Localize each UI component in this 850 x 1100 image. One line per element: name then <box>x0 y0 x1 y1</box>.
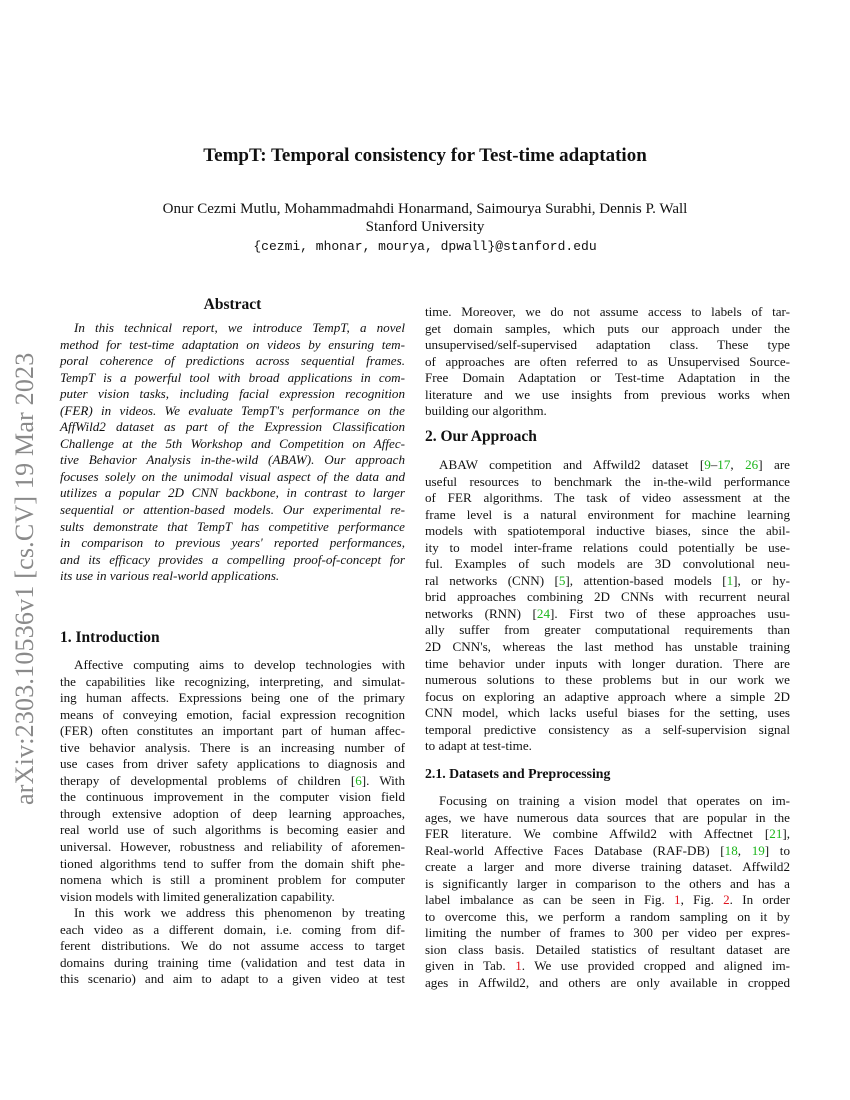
text-line: means of conveying emotion, facial expression recognition <box>60 706 405 722</box>
text-line: sequential or attention-based models. Our experimental re- <box>60 502 405 518</box>
text-line: ages, we have numerous data sources that are popular in the <box>425 809 790 825</box>
text-line: tive behavior analysis. There is an increasing number of <box>60 739 405 755</box>
text-line: CNN model, which lacks useful biases for the setting, uses <box>425 705 790 721</box>
text-line: temporal predictive consistency as a self-supervision signal <box>425 721 790 737</box>
text-line: focuses solely on the unimodal visual aspect of the data and <box>60 468 405 484</box>
text-line: ferent distributions. We do not assume access to target <box>60 938 405 954</box>
text-line: In this technical report, we introduce TempT, a novel <box>74 320 405 335</box>
text-line: Free Domain Adaptation or Test-time Adaptation in the <box>425 370 790 386</box>
text-line: (FER) often constitutes an important part of human affec- <box>60 723 405 739</box>
text-line: tive Behavior Analysis in-the-wild (ABAW). Our approach <box>60 452 405 468</box>
text-line: of approaches are often referred to as Unsupervised Source- <box>425 353 790 369</box>
text-line: ral networks (CNN) [5], attention-based models [1], or hy- <box>425 572 790 588</box>
text-line: (FER) in videos. We evaluate TempT's performance on the <box>60 402 405 418</box>
text-line: building our algorithm. <box>425 403 547 419</box>
text-line: real world use of such algorithms is becoming easier and <box>60 822 405 838</box>
text-line: sion class basis. Detailed statistics of resultant dataset are <box>425 941 790 957</box>
text-line: ABAW competition and Affwild2 dataset [9–17, 26] are <box>439 457 790 472</box>
text-line: of FER algorithms. The task of video assessment at the <box>425 490 790 506</box>
approach-paragraph <box>425 457 790 755</box>
introduction-paragraph-2 <box>60 905 405 988</box>
text-line: models with spatiotemporal inductive biases, since the abil- <box>425 523 790 539</box>
text-line: vision models with limited generalization capability. <box>60 888 335 904</box>
abstract-heading: Abstract <box>203 296 262 313</box>
text-line: brid approaches combining 2D CNNs with recurrent neural <box>425 589 790 605</box>
paper-title: TempT: Temporal consistency for Test-time adaptation <box>203 145 647 166</box>
text-line: universal. However, robustness and reliability of aforemen- <box>60 839 405 855</box>
text-line: domains during training time (validation and test data in <box>60 954 405 970</box>
text-line: create a larger and more diverse training dataset. Affwild2 <box>425 859 790 875</box>
datasets-heading: 2.1. Datasets and Preprocessing <box>425 766 611 781</box>
text-line: method for test-time adaptation on videos by ensuring tem- <box>60 336 405 352</box>
text-line: utilizes a popular 2D CNN backbone, in contrast to larger <box>60 485 405 501</box>
text-line: each video as a different domain, i.e. coming from dif- <box>60 921 405 937</box>
introduction-heading: 1. Introduction <box>60 629 160 646</box>
text-line: Real-world Affective Faces Database (RAF-DB) [18, 19] to <box>425 842 790 858</box>
text-line: Challenge at the 5th Workshop and Competition on Affec- <box>60 435 405 451</box>
text-line: ally suffer from greater computational requirements than <box>425 622 790 638</box>
text-line: the capabilities like recognizing, interpreting, and simulat- <box>60 673 405 689</box>
text-line: sults demonstrate that TempT has competitive performance <box>60 518 405 534</box>
text-line: to adapt at test-time. <box>425 738 532 754</box>
text-line: label imbalance as can be seen in Fig. 1, Fig. 2. In order <box>425 892 791 908</box>
approach-heading: 2. Our Approach <box>425 428 537 445</box>
affiliation: Stanford University <box>365 219 485 235</box>
text-line: use cases from driver safety applications to diagnosis and <box>60 756 405 772</box>
text-line: ity to model inter-frame relations could potentially be use- <box>425 539 790 555</box>
text-line: networks (RNN) [24]. First two of these approaches usu- <box>425 605 790 621</box>
text-line: the continuous improvement in the computer vision field <box>60 789 405 805</box>
abstract-text <box>60 320 405 585</box>
text-line: Affective computing aims to develop technologies with <box>74 657 405 672</box>
author-emails: {cezmi, mhonar, mourya, dpwall}@stanford.edu <box>253 239 597 254</box>
text-line: unsupervised/self-supervised adaptation class. These type <box>425 337 790 353</box>
text-line: TempT is a powerful tool with broad applications in com- <box>60 369 405 385</box>
text-line: through extensive adoption of deep learning approaches, <box>60 805 405 821</box>
text-line: 2D CNN's, whereas the last method has unstable training <box>425 639 790 655</box>
text-line: nomena which is still a prominent problem for computer <box>60 872 405 888</box>
text-line: frame level is a natural environment for machine learning <box>425 506 790 522</box>
text-line: given in Tab. 1. We use provided cropped and aligned im- <box>425 958 791 974</box>
text-line: to overcome this, we perform a random sampling on it by <box>425 908 790 924</box>
text-line: puter vision tasks, including facial expression recognition <box>60 386 405 402</box>
text-line: numerous solutions to these problems but in our work we <box>425 672 790 688</box>
introduction-continued <box>425 304 790 420</box>
text-line: its use in various real-world applications. <box>60 568 280 584</box>
text-line: Focusing on training a vision model that operates on im- <box>439 793 790 808</box>
text-line: tioned algorithms tend to suffer from the domain shift phe- <box>60 855 405 871</box>
text-line: is significantly larger in comparison to the others and has a <box>425 875 790 891</box>
text-line: focus on exploring an adaptive approach where a simple 2D <box>425 688 790 704</box>
text-line: In this work we address this phenomenon by treating <box>74 905 405 921</box>
text-line: AffWild2 dataset as part of the Expression Classification <box>60 419 405 435</box>
text-line: ing human affects. Expressions being one of the primary <box>60 690 405 706</box>
text-line: and its efficacy provides a compelling proof-of-concept for <box>60 551 405 567</box>
datasets-paragraph <box>425 793 790 992</box>
introduction-body <box>60 657 405 988</box>
introduction-paragraph-1 <box>60 657 405 905</box>
text-line: this scenario) and aim to adapt to a given video at test <box>60 971 405 987</box>
text-line: literature and we use insights from previous works when <box>425 386 790 402</box>
text-line: time behavior under inputs with longer duration. There are <box>425 655 790 671</box>
text-line: limiting the number of frames to 300 per video per expres- <box>425 925 790 941</box>
text-line: ful. Examples of such models are 3D convolutional neu- <box>425 556 790 572</box>
arxiv-identifier[interactable]: arXiv:2303.10536v1 [cs.CV] 19 Mar 2023 <box>10 352 39 805</box>
text-line: poral coherence of predictions across sequential frames. <box>60 353 405 369</box>
text-line: FER literature. We combine Affwild2 with Affectnet [21], <box>425 826 790 842</box>
text-line: useful resources to benchmark the in-the-wild performance <box>425 473 790 489</box>
text-line: get domain samples, which puts our approach under the <box>425 320 790 336</box>
text-line: ages in Affwild2, and others are only available in cropped <box>425 975 790 991</box>
text-line: time. Moreover, we do not assume access to labels of tar- <box>425 304 790 319</box>
authors: Onur Cezmi Mutlu, Mohammadmahdi Honarmand, Saimourya Surabhi, Dennis P. Wall <box>162 201 688 217</box>
text-line: in comparison to previous years' reported performances, <box>60 535 405 551</box>
text-line: therapy of developmental problems of children [6]. With <box>60 772 405 788</box>
